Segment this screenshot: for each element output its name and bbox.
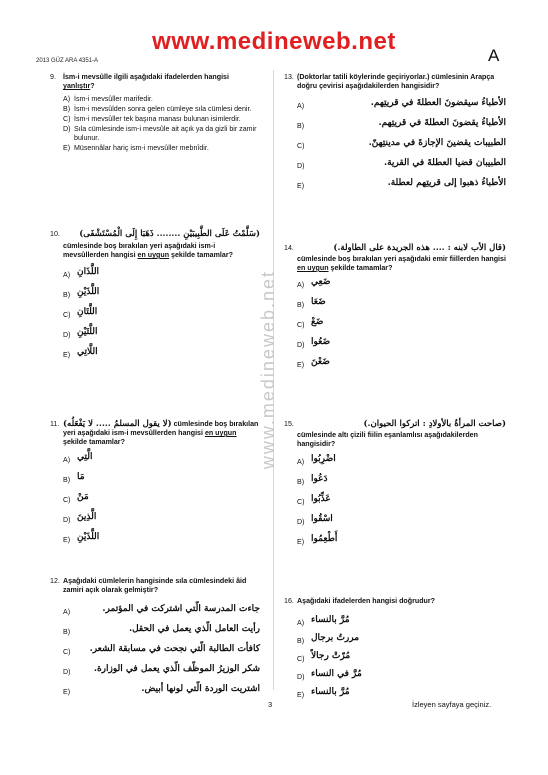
question-number: 13. xyxy=(284,73,294,81)
page-number: 3 xyxy=(268,700,273,709)
option-b[interactable]: B) ضَعَا xyxy=(297,297,326,309)
option-a[interactable]: A) الَّتِي xyxy=(63,452,93,464)
option-e[interactable]: E) أَطْعِمُوا xyxy=(297,534,338,546)
question-number: 9. xyxy=(50,73,56,81)
option-a[interactable]: A) جاءت المدرسة الّتي اشتركت في المؤتمر. xyxy=(63,604,260,616)
question-13 xyxy=(284,73,506,199)
option-d[interactable]: D) اللَّتَيْنِ xyxy=(63,327,98,339)
question-number: 15. xyxy=(284,420,294,428)
option-a[interactable]: A) ضَعِي xyxy=(297,277,331,289)
option-a[interactable]: A) İsm-i mevsûller marifedir. xyxy=(63,95,153,103)
arabic-sentence: (لا يقول المسلمُ ..... لا يَفْعَلُه) xyxy=(63,419,172,429)
option-c[interactable]: C) مَنْ xyxy=(63,492,89,504)
booklet-letter: A xyxy=(488,46,500,65)
question-number: 10. xyxy=(50,230,60,238)
option-c[interactable]: C) ضَعْ xyxy=(297,317,324,329)
question-15 xyxy=(284,420,506,555)
question-number: 14. xyxy=(284,244,294,252)
option-e[interactable]: E) الأطباءُ ذهبوا إلى قريتِهم لعطلة. xyxy=(297,178,506,190)
option-c[interactable]: C) كافأت الطالبة الّتي نجحت في مسابقة الشعر. xyxy=(63,644,260,656)
option-c[interactable]: C) مُرّتْ رجالاً xyxy=(297,651,351,663)
option-c[interactable]: C) عَذِّبُوا xyxy=(297,494,331,506)
question-11: 11. (لا يقول المسلمُ ..... لا يَفْعَلُه) cümlesinde boş bırakılan yeri aşağıdaki ism-i mevsûllerden hangisi en uygun şekilde tamamlar? A) الَّتِي B) مَا C) مَنْ D) الَّذِينَ E) اللَّذَيْنِ xyxy=(50,420,260,553)
arabic-sentence: (سَلَّمْتُ عَلَى الطَّبِيبَيْنِ ........ ذَهَبَا إِلَى الْمُسْتَشْفَى) xyxy=(79,229,260,239)
option-e[interactable]: E) اللَّاتِي xyxy=(63,347,98,359)
question-number: 12. xyxy=(50,577,60,585)
option-a[interactable]: A) مُرَّ بالنساء xyxy=(297,615,350,627)
question-9 xyxy=(50,73,260,154)
question-stem: cümlesinde boş bırakılan yeri aşağıdaki emir fiillerden hangisi en uygun şekilde tamamlar? xyxy=(297,255,506,272)
option-a[interactable]: A) اللَّذَانِ xyxy=(63,267,100,279)
question-stem: cümlesinde altı çizili fiilin eşanlamlısı aşağıdakilerden hangisidir? xyxy=(297,431,478,448)
question-stem: İsm-i mevsûlle ilgili aşağıdaki ifadelerden hangisi yanlıştır? xyxy=(63,73,229,90)
option-c[interactable]: C) اللَّتَانِ xyxy=(63,307,98,319)
question-12 xyxy=(50,577,260,705)
option-d[interactable]: D) Sıla cümlesinde ism-i mevsûle ait açık ya da gizli bir zamir bulunur. xyxy=(63,125,257,142)
question-10 xyxy=(50,230,260,368)
option-b[interactable]: B) اللَّذَيْنِ xyxy=(63,287,100,299)
question-stem: cümlesinde boş bırakılan yeri aşağıdaki ism-i mevsûllerden hangisi xyxy=(63,420,259,437)
question-stem: Aşağıdaki cümlelerin hangisinde sıla cümlesindeki âid zamiri açık olarak gelmiştir? xyxy=(63,577,247,594)
option-e[interactable]: E) ضَعْنَ xyxy=(297,357,330,369)
option-e[interactable]: E) Müsennâlar hariç ism-i mevsûller mebnîdir. xyxy=(63,144,209,152)
arabic-sentence: (قال الأب لابنه : .... هذه الجريدة على الطاولة.) xyxy=(333,243,506,253)
option-d[interactable]: D) شكر الوزيرُ الموظّف الّذي يعمل في الوزارة. xyxy=(63,664,260,676)
question-stem: cümlesinde boş bırakılan yeri aşağıdaki ism-i mevsûllerden hangisi en uygun şekilde tamamlar? xyxy=(63,242,233,259)
option-b[interactable]: B) دَعُوا xyxy=(297,474,328,486)
option-d[interactable]: D) الطبيبان قضيا العطلةَ في القرية. xyxy=(297,158,506,170)
question-16 xyxy=(284,597,506,706)
option-e[interactable]: E) مُرَّ بالنساء xyxy=(297,687,350,699)
watermark: www.medineweb.net xyxy=(258,270,278,470)
question-stem: (Doktorlar tatili köylerinde geçiriyorlar.) cümlesinin Arapça doğru çevirisi aşağıdakilerden hangisidir? xyxy=(297,73,495,90)
option-a[interactable]: A) اضْرِبُوا xyxy=(297,454,336,466)
site-title[interactable]: www.medineweb.net xyxy=(152,28,396,55)
option-b[interactable]: B) İsm-i mevsûlden sonra gelen cümleye sıla cümlesi denir. xyxy=(63,105,252,113)
option-a[interactable]: A) الأطباءُ سيقضونَ العطلةَ في قريتِهم. xyxy=(297,98,506,110)
option-e[interactable]: E) اللَّذَيْنِ xyxy=(63,532,100,544)
option-b[interactable]: B) الأطباءُ يقضونَ العطلةَ في قريتِهم. xyxy=(297,118,506,130)
option-d[interactable]: D) اسْقُوا xyxy=(297,514,333,526)
question-stem: Aşağıdaki ifadelerden hangisi doğrudur? xyxy=(297,597,435,605)
question-number: 11. xyxy=(50,420,60,428)
option-b[interactable]: B) مررتُ برجال xyxy=(297,633,360,645)
question-number: 16. xyxy=(284,597,294,605)
option-d[interactable]: D) الَّذِينَ xyxy=(63,512,97,524)
option-b[interactable]: B) رأيت العامل الّذي يعمل في الحقل. xyxy=(63,624,260,636)
arabic-sentence: (صاحت المرأةُ بالأولادِ : اتركوا الحيوان.) xyxy=(363,419,506,429)
option-d[interactable]: D) مُرَّ في النساء xyxy=(297,669,362,681)
option-c[interactable]: C) İsm-i mevsûller tek başına manası bulunan isimlerdir. xyxy=(63,115,241,123)
option-b[interactable]: B) مَا xyxy=(63,472,85,484)
exam-code: 2013 GÜZ ARA 4351-A xyxy=(36,58,99,64)
next-page-note: İzleyen sayfaya geçiniz. xyxy=(412,700,492,709)
option-d[interactable]: D) ضَعُوا xyxy=(297,337,331,349)
option-c[interactable]: C) الطبيبات يقضينَ الإجازةَ في مدينتِهنّ. xyxy=(297,138,506,150)
option-e[interactable]: E) اشتريت الوردة الّتي لونها أبيض. xyxy=(63,684,260,696)
question-14 xyxy=(284,244,506,378)
